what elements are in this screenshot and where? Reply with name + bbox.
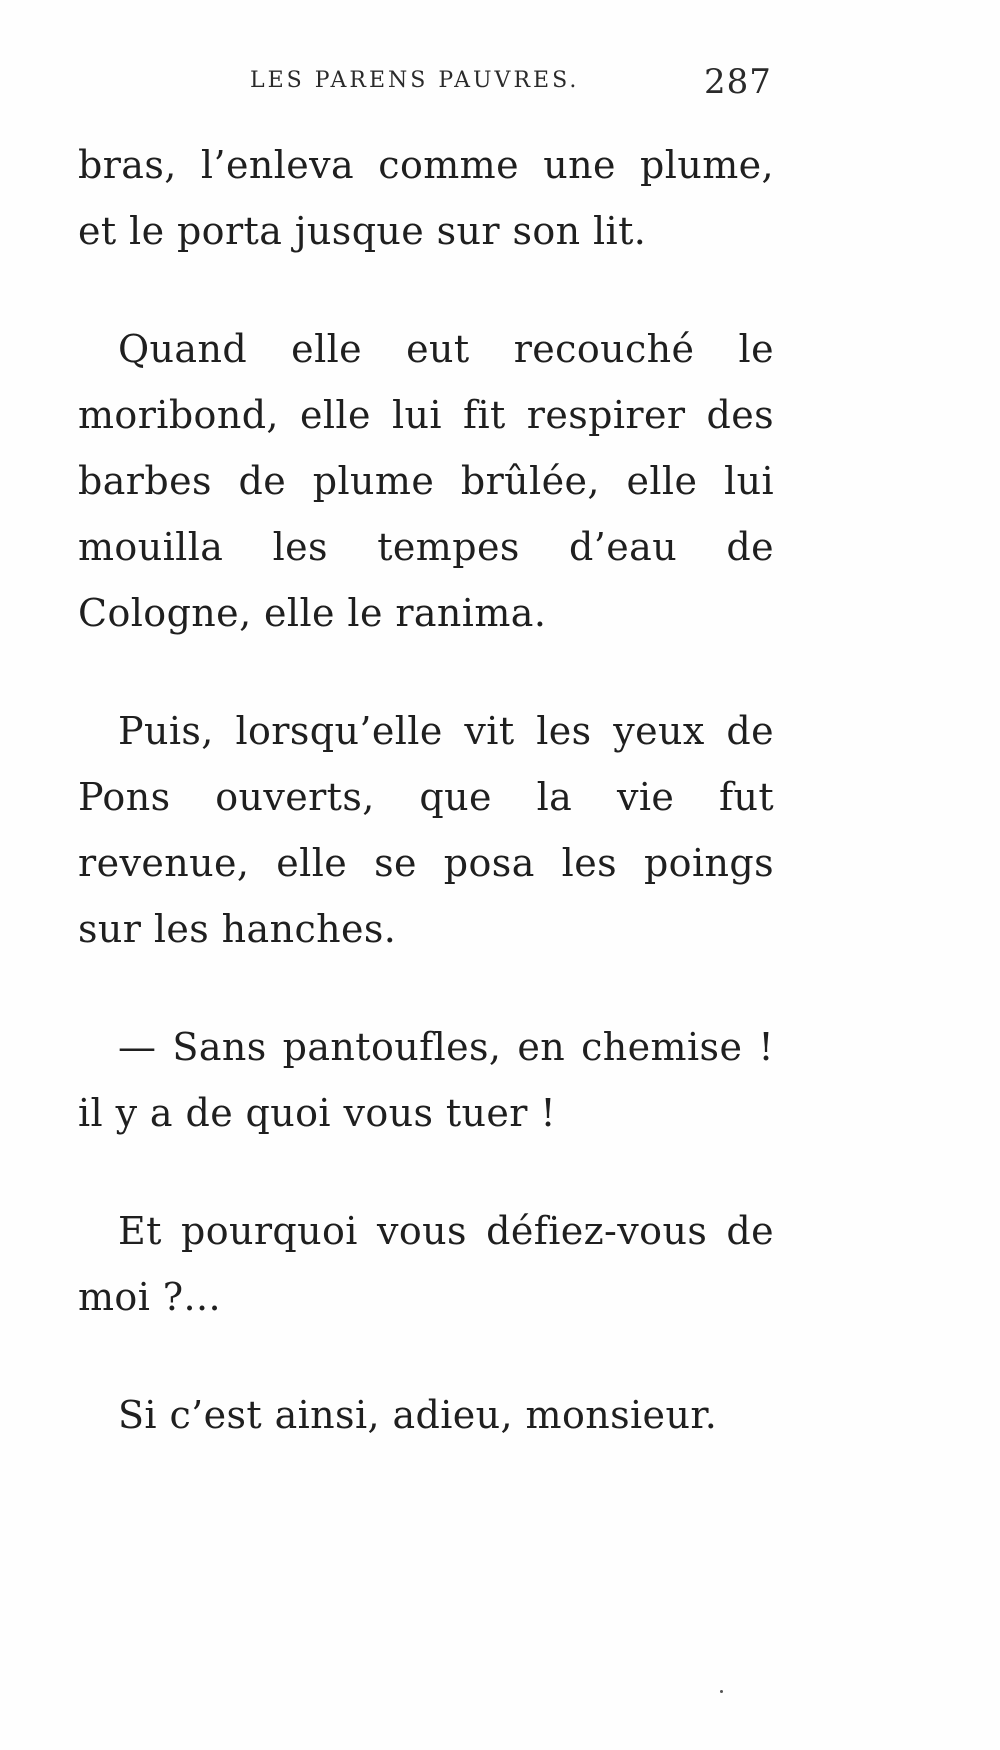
paragraph-2: Quand elle eut recouché le moribond, elle lui fit respirer des barbes de plume brûlée, elle lui mouilla les tempes d’eau de Cologne, elle le ranima. [78,327,774,635]
body-text [78,132,774,1448]
paragraph-gap [78,264,774,316]
paragraph-gap [78,962,774,1014]
paper-speck [720,1690,723,1693]
page-number: 287 [704,62,772,102]
paragraph-gap [78,1146,774,1198]
page-header [0,62,1000,102]
paragraph-5: Et pourquoi vous défiez-vous de moi ?... [78,1209,774,1319]
paragraph-6: Si c’est ainsi, adieu, monsieur. [118,1393,718,1437]
paragraph-gap [78,1330,774,1382]
paragraph-gap [78,646,774,698]
running-title: LES PARENS PAUVRES. [250,68,580,93]
paragraph-3: Puis, lorsqu’elle vit les yeux de Pons ouverts, que la vie fut revenue, elle se posa les poings sur les hanches. [78,709,774,951]
paragraph-4: — Sans pantoufles, en chemise ! il y a de quoi vous tuer ! [78,1025,774,1135]
paragraph-1: bras, l’enleva comme une plume, et le porta jusque sur son lit. [78,143,774,253]
